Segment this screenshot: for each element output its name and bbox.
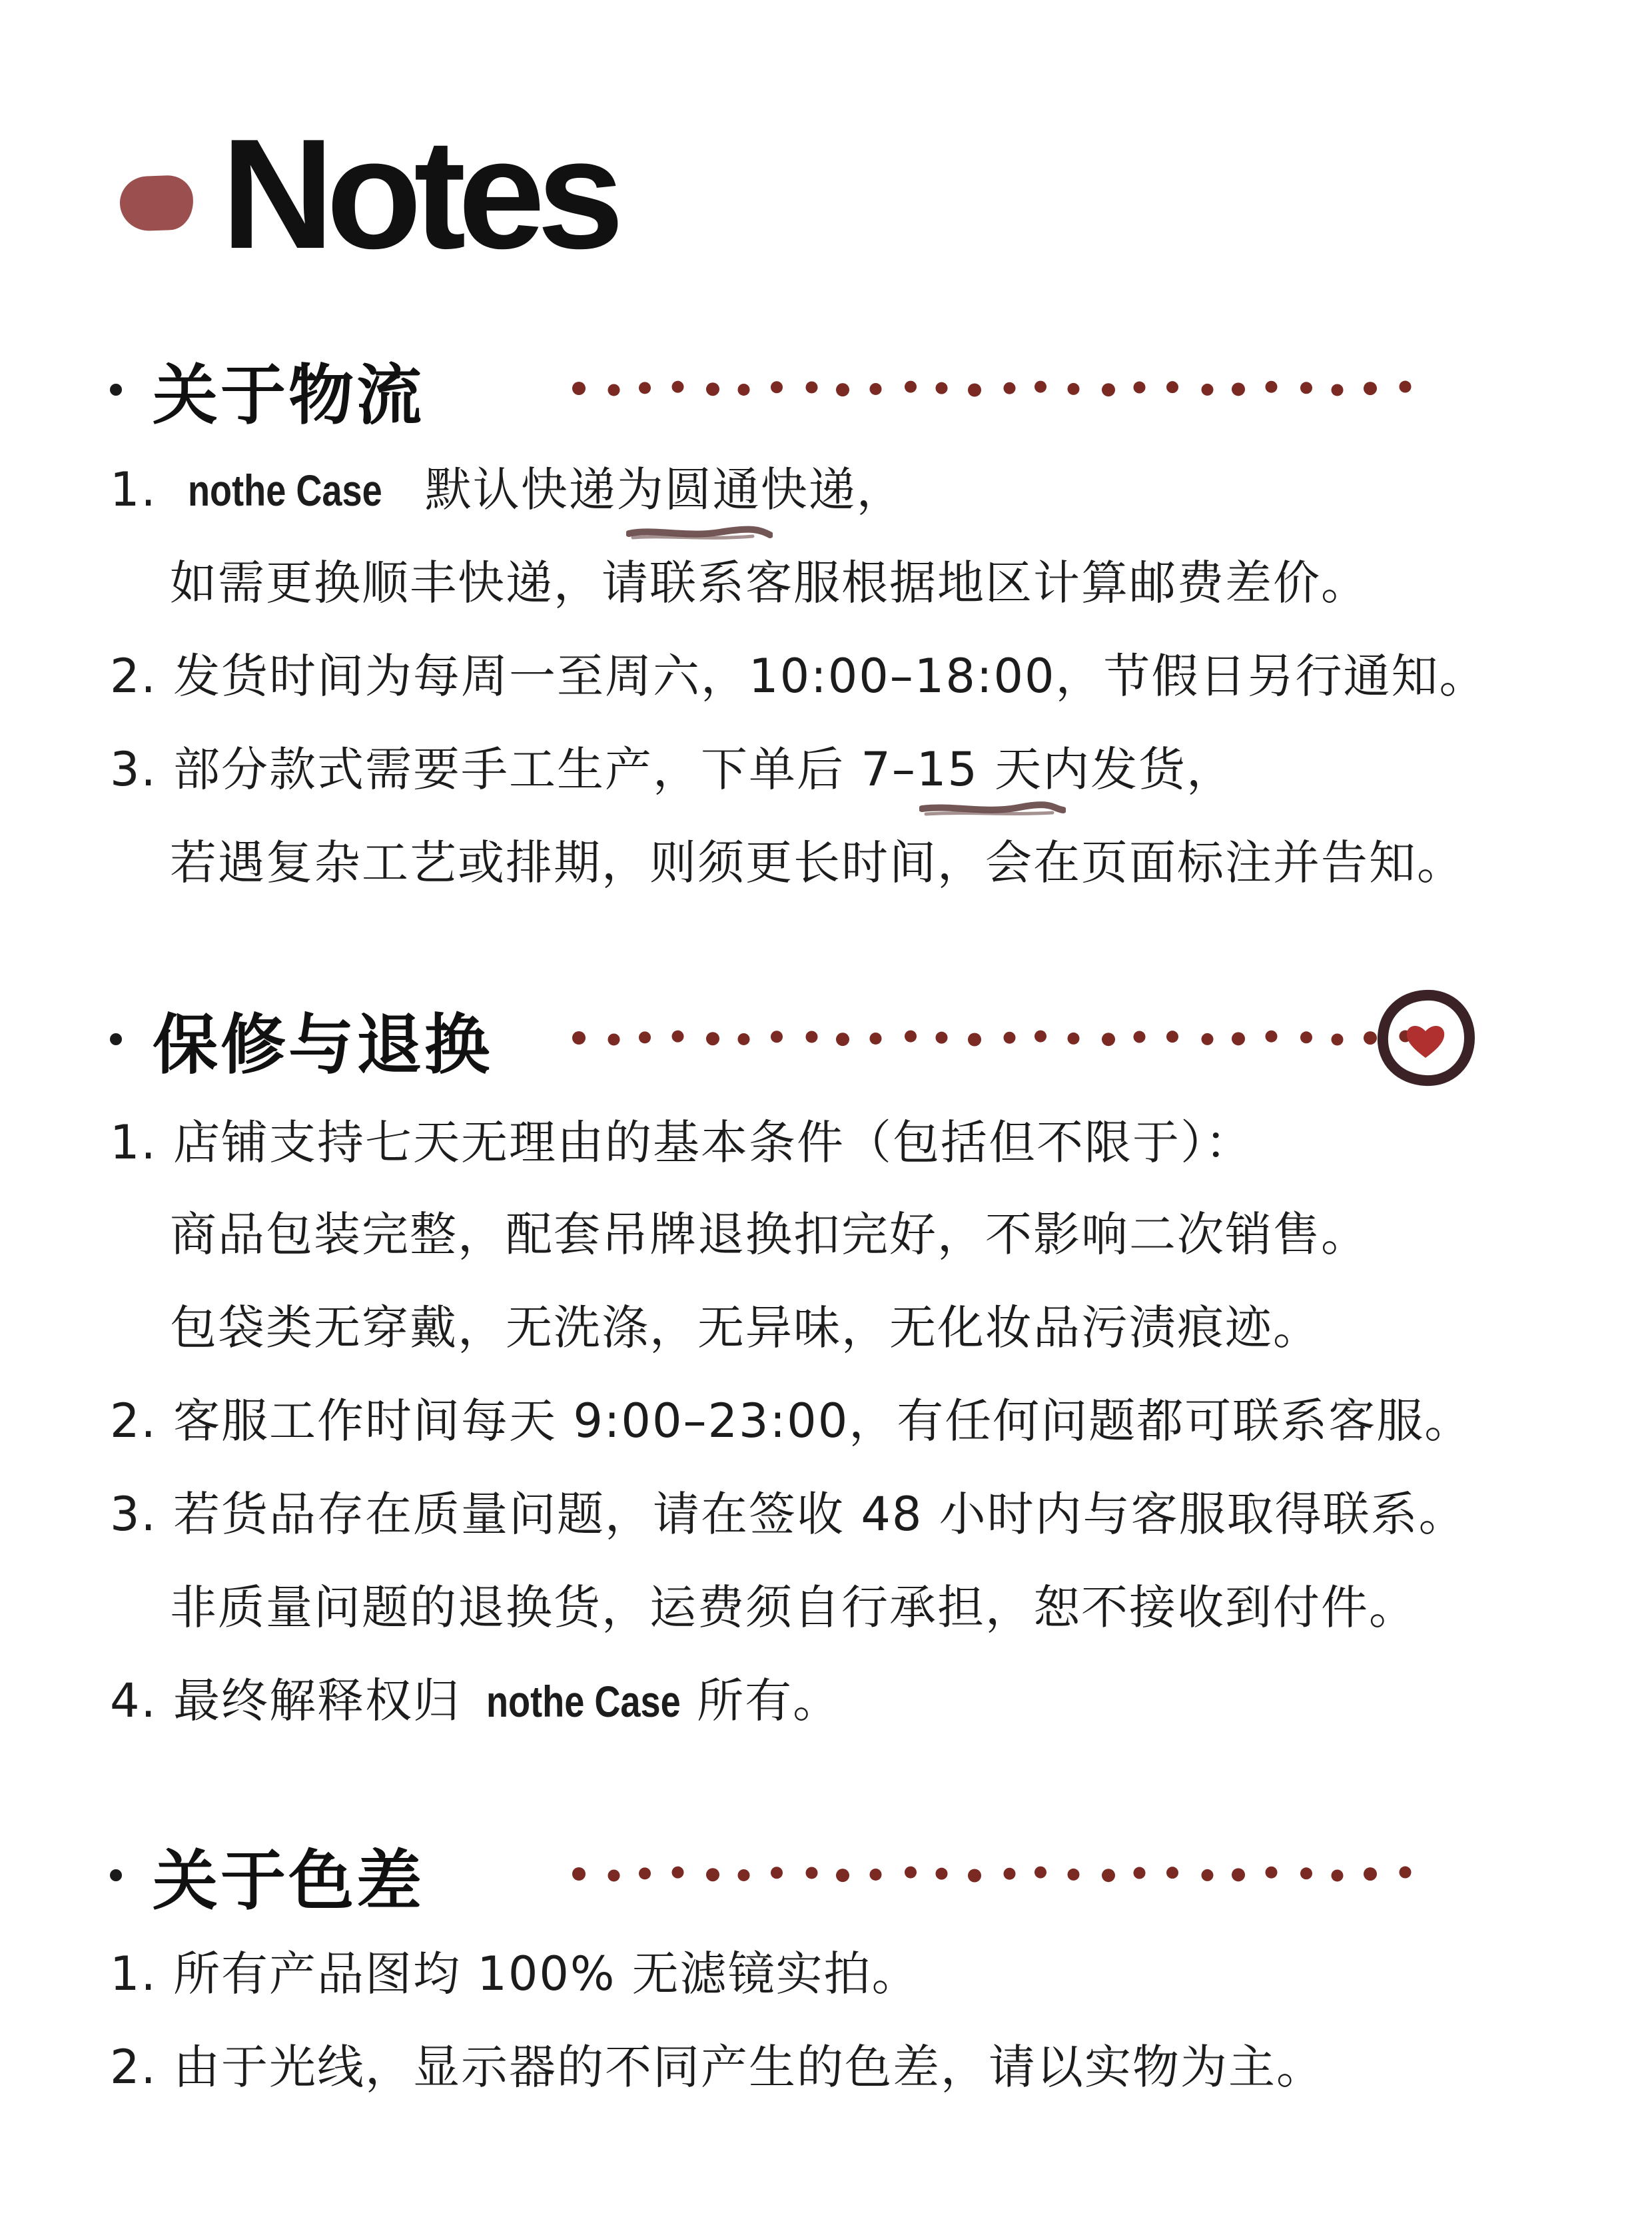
leader-dot [968,383,981,396]
leader-dot [639,1031,651,1043]
leader-dot [738,1033,750,1045]
leader-dot [1166,1031,1178,1043]
leader-dot [1232,1032,1245,1045]
leader-dot [1102,1869,1115,1882]
leader-dot [936,1868,948,1880]
leader-dot [1400,381,1412,393]
list-item [110,1115,1254,1170]
list-text: 由于光线，显示器的不同产生的色差，请以实物为主。 [173,2040,1325,2094]
leader-dot [1034,1867,1046,1879]
list-number: 1. [110,1947,157,2001]
leader-dot [672,1031,684,1043]
list-text: 若遇复杂工艺或排期，则须更长时间，会在页面标注并告知。 [170,835,1465,890]
list-text: 最终解释权归 [173,1673,462,1728]
leader-dot [1068,1033,1080,1045]
list-item [170,835,1465,890]
leader-dot [905,1867,917,1879]
page-title: Notes [221,105,616,281]
leader-dot [1266,1031,1278,1043]
leader-dot [1134,382,1146,394]
list-item [110,2040,1325,2094]
bullet-icon [110,1869,122,1881]
leader-dot [572,1867,586,1881]
leader-dot [1332,384,1344,396]
leader-dot [1004,1032,1016,1044]
leader-dot [968,1033,981,1046]
leader-dot [738,384,750,396]
leader-dot [1232,1868,1245,1881]
notes-title-block [120,105,616,281]
list-text: 默认快递为圆通快递， [424,462,905,517]
leader-dot [572,382,586,395]
list-text: 如需更换顺丰快递，请联系客服根据地区计算邮费差价。 [170,556,1369,610]
list-text: 店铺支持七天无理由的基本条件（包括但不限于）： [173,1115,1254,1170]
leader-dot [836,1033,849,1046]
leader-dot [771,1867,783,1879]
underline-scribble [919,799,1066,819]
dot-leader-warranty [570,1025,1442,1051]
list-number: 1. [110,462,157,517]
list-text: 客服工作时间每天 9:00–23:00，有任何问题都可联系客服。 [173,1394,1473,1448]
leader-dot [806,381,818,393]
leader-dot [806,1867,818,1879]
leader-dot [905,381,917,393]
leader-dot [1364,1867,1377,1881]
leader-dot [608,1033,620,1045]
list-text: 包袋类无穿戴，无洗涤，无异味，无化妆品污渍痕迹。 [170,1300,1321,1355]
list-item [110,462,905,517]
section-header-warranty [110,993,1575,1086]
leader-dot [968,1869,981,1882]
list-text: 所有产品图均 100% 无滤镜实拍。 [173,1947,920,2001]
list-item [110,1947,920,2001]
list-item [110,1394,1473,1448]
section-header-logistics [110,343,1575,436]
leader-dot [672,381,684,393]
leader-dot [1068,1869,1080,1881]
leader-dot [1232,382,1245,396]
leader-dot [806,1031,818,1043]
section-title-logistics: 关于物流 [153,357,425,434]
list-text: 若货品存在质量问题，请在签收 48 小时内与客服取得联系。 [173,1487,1467,1542]
leader-dot [672,1867,684,1879]
leader-dot [936,382,948,394]
list-item [170,1207,1369,1262]
list-number: 2. [110,2040,157,2094]
leader-dot [1300,1031,1312,1043]
leader-dot [1102,383,1115,396]
leader-dot [1134,1031,1146,1043]
list-number: 2. [110,649,157,703]
leader-dot [1068,383,1080,395]
leader-dot [870,1869,882,1881]
list-item [170,1300,1321,1355]
list-number: 1. [110,1115,157,1170]
leader-dot [639,1867,651,1879]
leader-dot [1004,382,1016,394]
leader-dot [1134,1867,1146,1879]
section-header-color [110,1829,1575,1922]
leader-dot [1266,1867,1278,1879]
list-number: 4. [110,1673,157,1728]
dot-leader-logistics [570,375,1442,402]
leader-dot [1400,1867,1412,1879]
leader-dot [1034,1031,1046,1043]
leader-dot [572,1031,586,1045]
leader-dot [1202,1869,1214,1881]
bullet-icon [110,384,122,396]
section-title-warranty: 保修与退换 [153,1007,493,1083]
leader-dot [771,1031,783,1043]
list-item [110,649,1487,703]
list-item [170,556,1369,610]
leader-dot [1004,1868,1016,1880]
leader-dot [608,1869,620,1881]
heart-icon [1372,985,1479,1091]
underline-scribble [626,523,773,543]
leader-dot [836,1869,849,1882]
list-text: 商品包装完整，配套吊牌退换扣完好，不影响二次销售。 [170,1207,1369,1262]
leader-dot [1332,1869,1344,1881]
leader-dot [1332,1033,1344,1045]
leader-dot [1364,382,1377,395]
section-title-color: 关于色差 [153,1843,425,1919]
leader-dot [771,381,783,393]
leader-dot [1202,1033,1214,1045]
list-text: 非质量问题的退换货，运费须自行承担，恕不接收到付件。 [170,1580,1417,1635]
leader-dot [639,382,651,394]
bullet-icon [110,1033,122,1045]
leader-dot [706,1868,719,1881]
list-number: 3. [110,1487,157,1542]
leader-dot [1166,1867,1178,1879]
leader-dot [1166,381,1178,393]
brand-name: nothe Case [486,1677,681,1726]
list-text: 发货时间为每周一至周六，10:00–18:00，节假日另行通知。 [173,649,1487,703]
leader-dot [936,1032,948,1044]
leader-dot [836,383,849,396]
leader-dot [1300,382,1312,394]
list-text: 所有。 [697,1673,841,1728]
leader-dot [1266,381,1278,393]
leader-dot [738,1869,750,1881]
list-number: 2. [110,1394,157,1448]
dot-leader-color [570,1861,1442,1887]
leader-dot [905,1031,917,1043]
leader-dot [870,383,882,395]
list-item [110,1673,841,1728]
leader-dot [870,1033,882,1045]
list-item [110,1487,1467,1542]
leader-dot [1102,1033,1115,1046]
title-blob-icon [119,175,195,232]
leader-dot [706,1032,719,1045]
list-number: 3. [110,742,157,797]
list-text: 部分款式需要手工生产，下单后 7–15 天内发货， [173,742,1235,797]
leader-dot [1034,381,1046,393]
leader-dot [1202,384,1214,396]
leader-dot [706,382,719,396]
leader-dot [608,384,620,396]
leader-dot [1300,1867,1312,1879]
list-item [110,742,1235,797]
list-item [170,1580,1417,1635]
brand-name: nothe Case [188,466,382,515]
